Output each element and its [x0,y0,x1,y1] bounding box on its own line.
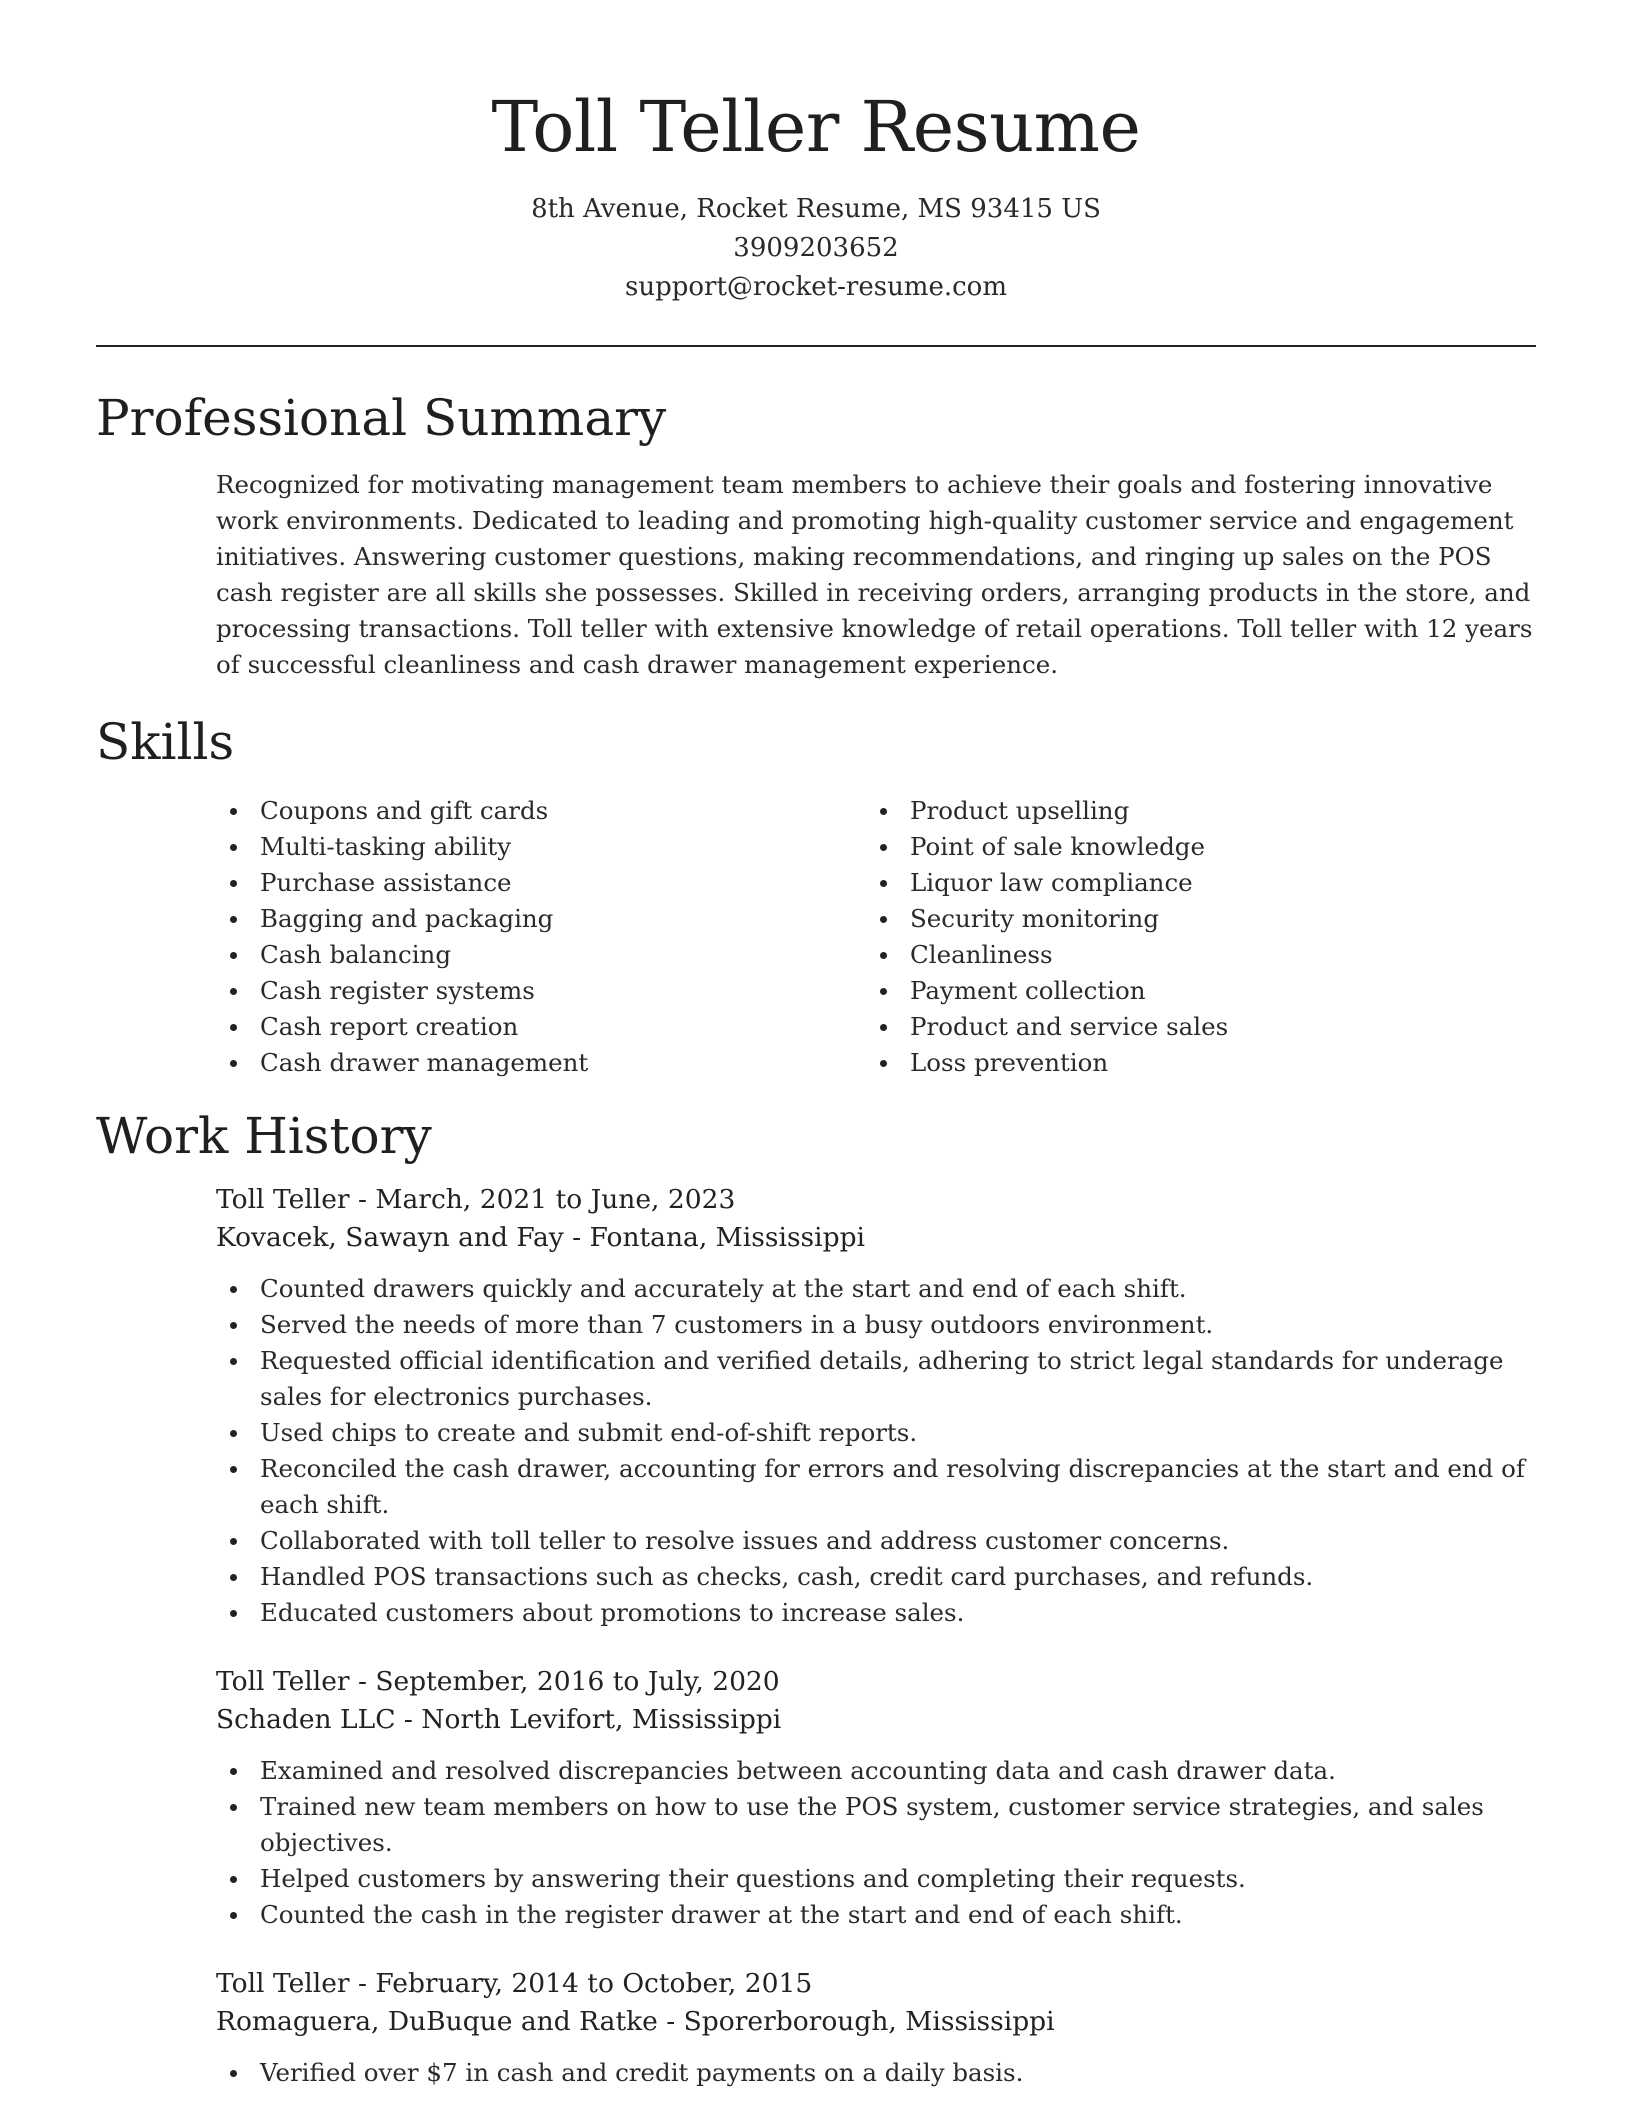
skills-heading: Skills [96,713,235,771]
skill-item: Cash register systems [216,973,866,1009]
duty-item: Counted the cash in the register drawer at the start and end of each shift. [216,1897,1536,1933]
duty-item: Handled POS transactions such as checks, cash, credit card purchases, and refunds. [216,1559,1536,1595]
duty-item: Collaborated with toll teller to resolve issues and address customer concerns. [216,1523,1536,1559]
job-duties [216,1753,1536,1933]
job-heading: Toll Teller - September, 2016 to July, 2020 [216,1666,780,1697]
skill-item: Cash drawer management [216,1045,866,1081]
contact-block [0,190,1632,307]
skill-item: Coupons and gift cards [216,793,866,829]
duty-item: Reconciled the cash drawer, accounting for errors and resolving discrepancies at the start and end of each shift. [216,1451,1536,1523]
skill-item: Cash report creation [216,1009,866,1045]
skills-list [216,793,1536,1081]
skill-item: Cleanliness [866,937,1516,973]
duty-item: Examined and resolved discrepancies between accounting data and cash drawer data. [216,1753,1536,1789]
skill-item: Liquor law compliance [866,865,1516,901]
resume-title: Toll Teller Resume [491,86,1141,168]
job-company: Romaguera, DuBuque and Ratke - Sporerborough, Mississippi [216,2006,1055,2037]
duty-item: Used chips to create and submit end-of-shift reports. [216,1415,1536,1451]
duty-item: Requested official identification and verified details, adhering to strict legal standards for underage sales for electronics purchases. [216,1343,1536,1415]
duty-item: Counted drawers quickly and accurately at the start and end of each shift. [216,1271,1536,1307]
skill-item: Bagging and packaging [216,901,866,937]
skill-item: Multi-tasking ability [216,829,866,865]
header-divider [96,345,1536,347]
duty-item: Educated customers about promotions to increase sales. [216,1595,1536,1631]
contact-phone: 3909203652 [733,233,899,263]
contact-email: support@rocket-resume.com [624,272,1007,302]
job-heading: Toll Teller - March, 2021 to June, 2023 [216,1184,736,1215]
job-company: Kovacek, Sawayn and Fay - Fontana, Mississippi [216,1222,866,1253]
duty-item: Served the needs of more than 7 customers in a busy outdoors environment. [216,1307,1536,1343]
job-entry [216,1181,1536,1631]
skill-item: Payment collection [866,973,1516,1009]
skills-column-left [216,793,866,1081]
job-heading: Toll Teller - February, 2014 to October, 2015 [216,1968,813,1999]
skill-item: Product and service sales [866,1009,1516,1045]
duty-item: Trained new team members on how to use the POS system, customer service strategies, and sales objectives. [216,1789,1536,1861]
summary-heading: Professional Summary [96,389,667,447]
job-company: Schaden LLC - North Levifort, Mississippi [216,1704,782,1735]
duty-item: Verified over $7 in cash and credit payments on a daily basis. [216,2055,1536,2091]
skill-item: Point of sale knowledge [866,829,1516,865]
skill-item: Cash balancing [216,937,866,973]
skill-item: Security monitoring [866,901,1516,937]
summary-text: Recognized for motivating management team members to achieve their goals and fostering innovative work environments. Dedicated to leading and promoting high-quality customer service and engagement initiatives. Answering customer questions, making recommendations, and ringing up sales on the POS cash register are all skills she possesses. Skilled in receiving orders, arranging products in the store, and processing transactions. Toll teller with extensive knowledge of retail operations. Toll teller with 12 years of successful cleanliness and cash drawer management experience. [216,470,1533,679]
skill-item: Product upselling [866,793,1516,829]
job-duties [216,2055,1536,2091]
resume-header [0,0,1632,307]
job-duties [216,1271,1536,1631]
skill-item: Loss prevention [866,1045,1516,1081]
skill-item: Purchase assistance [216,865,866,901]
job-entry [216,1965,1536,2091]
contact-address: 8th Avenue, Rocket Resume, MS 93415 US [531,194,1101,224]
job-entry [216,1663,1536,1933]
duty-item: Helped customers by answering their questions and completing their requests. [216,1861,1536,1897]
skills-column-right [866,793,1516,1081]
work-history-heading: Work History [96,1107,432,1165]
